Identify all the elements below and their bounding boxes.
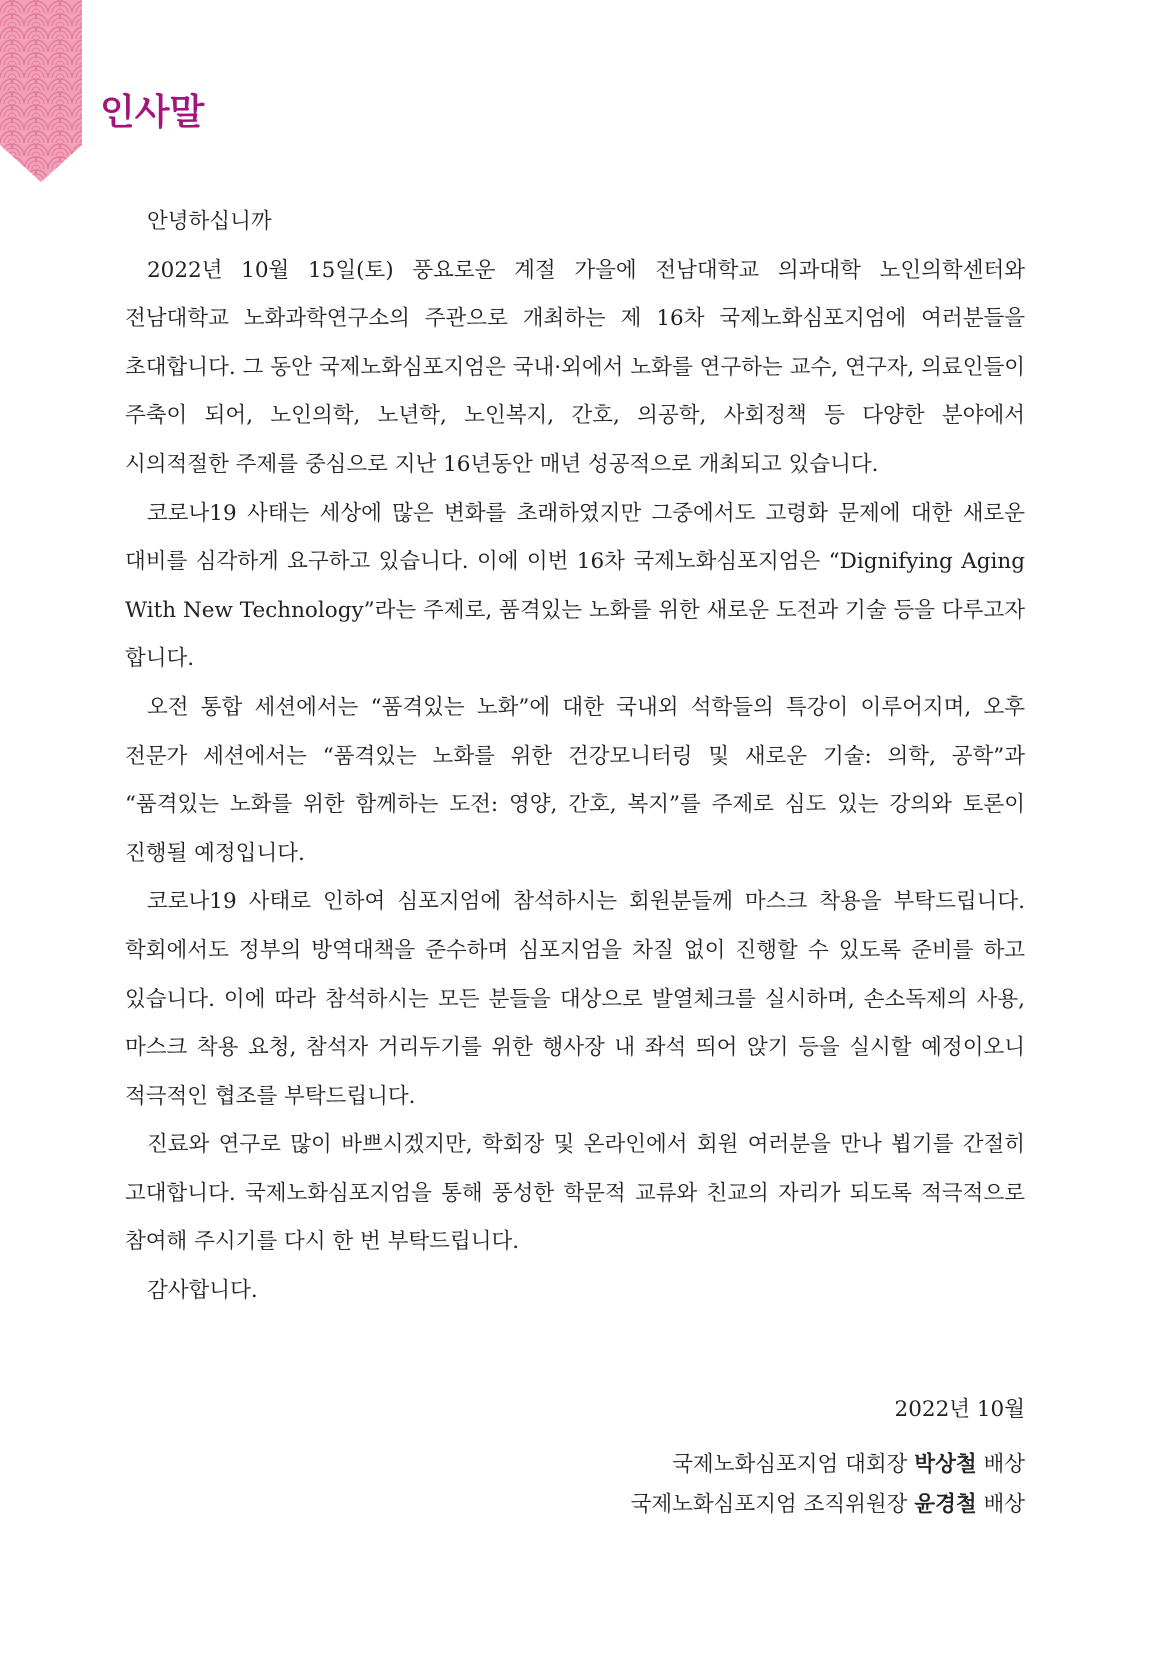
letter-date: 2022년 10월 (894, 1397, 1025, 1422)
signature-suffix: 배상 (983, 1452, 1025, 1477)
signature-name: 윤경철 (914, 1492, 977, 1517)
greeting-line: 안녕하십니까 (147, 209, 272, 234)
letter-paragraph: 코로나19 사태는 세상에 많은 변화를 초래하였지만 그중에서도 고령화 문제에 대한 새로운 대비를 심각하게 요구하고 있습니다. 이에 이번 16차 국제노화심포지엄은 “Dignifying Aging With New Technology”라는 주제로, 품격있는 노화를 위한 새로운 도전과 기술 등을 다루고자 합니다. (125, 500, 1025, 672)
signature-suffix: 배상 (983, 1492, 1025, 1517)
signature-name: 박상철 (914, 1452, 977, 1477)
letter-paragraph: 오전 통합 세션에서는 “품격있는 노화”에 대한 국내외 석학들의 특강이 이루어지며, 오후 전문가 세션에서는 “품격있는 노화를 위한 건강모니터링 및 새로운 기술: 의학, 공학”과 “품격있는 노화를 위한 함께하는 도전: 영양, 간호, 복지”를 주제로 심도 있는 강의와 토론이 진행될 예정입니다. (125, 694, 1025, 866)
letter-paragraph: 2022년 10월 15일(토) 풍요로운 계절 가을에 전남대학교 의과대학 노인의학센터와 전남대학교 노화과학연구소의 주관으로 개최하는 제 16차 국제노화심포지엄에 여러분들을 초대합니다. 그 동안 국제노화심포지엄은 국내·외에서 노화를 연구하는 교수, 연구자, 의료인들이 주축이 되어, 노인의학, 노년학, 노인복지, 간호, 의공학, 사회정책 등 다양한 분야에서 시의적절한 주제를 중심으로 지난 16년동안 매년 성공적으로 개최되고 있습니다. (125, 257, 1025, 477)
signature-line (631, 1485, 1025, 1525)
page-title: 인사말 (100, 92, 205, 133)
signature-role: 국제노화심포지엄 대회장 (672, 1452, 908, 1477)
signature-role: 국제노화심포지엄 조직위원장 (630, 1492, 908, 1517)
signature-block (631, 1445, 1025, 1525)
decorative-wave-corner (0, 0, 82, 190)
signature-line (631, 1445, 1025, 1485)
letter-body (125, 198, 1025, 1316)
letter-paragraph: 진료와 연구로 많이 바쁘시겠지만, 학회장 및 온라인에서 회원 여러분을 만나 뵙기를 간절히 고대합니다. 국제노화심포지엄을 통해 풍성한 학문적 교류와 친교의 자리가 되도록 적극적으로 참여해 주시기를 다시 한 번 부탁드립니다. (125, 1132, 1025, 1255)
letter-paragraph: 코로나19 사태로 인하여 심포지엄에 참석하시는 회원분들께 마스크 착용을 부탁드립니다. 학회에서도 정부의 방역대책을 준수하며 심포지엄을 차질 없이 진행할 수 있도록 준비를 하고 있습니다. 이에 따라 참석하시는 모든 분들을 대상으로 발열체크를 실시하며, 손소독제의 사용, 마스크 착용 요청, 참석자 거리두기를 위한 행사장 내 좌석 띄어 앉기 등을 실시할 예정이오니 적극적인 협조를 부탁드립니다. (125, 889, 1025, 1109)
closing-line: 감사합니다. (147, 1278, 258, 1304)
